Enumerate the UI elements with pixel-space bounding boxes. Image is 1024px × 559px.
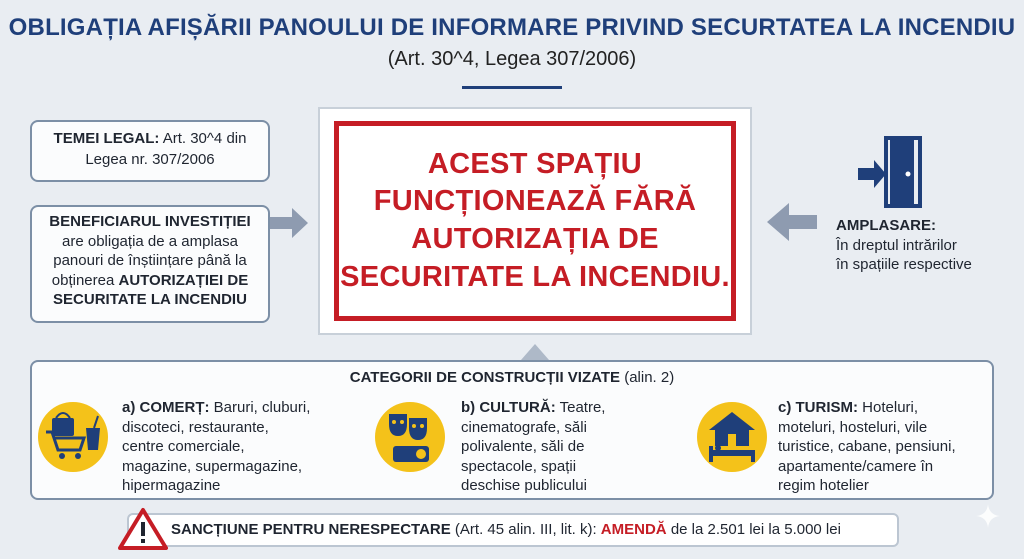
legal-basis-text-1: Art. 30^4 din xyxy=(162,130,247,147)
category-tourism-line-3: turistice, cabane, pensiuni, xyxy=(778,438,956,455)
placement-label: AMPLASARE: xyxy=(836,217,936,234)
legal-basis-box xyxy=(30,120,270,182)
penalty-ref: (Art. 45 alin. III, lit. k): xyxy=(454,521,597,538)
penalty-label: SANCȚIUNE PENTRU NERESPECTARE xyxy=(171,521,451,538)
beneficiary-line-1: are obligația de a amplasa xyxy=(62,232,238,250)
sign-red-frame xyxy=(334,121,736,321)
sign-line-4: SECURITATE LA INCENDIU. xyxy=(340,260,730,293)
category-commerce xyxy=(122,398,310,496)
category-culture-label: b) CULTURĂ: xyxy=(461,399,556,416)
placement-line-1: În dreptul intrărilor xyxy=(836,236,957,254)
sign-line-3: AUTORIZAȚIA DE xyxy=(411,223,659,255)
category-tourism-line-4: apartamente/camere în xyxy=(778,457,934,475)
hotel-icon xyxy=(697,402,767,472)
category-culture-line-4: spectacole, spații xyxy=(461,457,577,475)
beneficiary-emph-2: SECURITATE LA INCENDIU xyxy=(53,291,247,308)
categories-title-ref: (alin. 2) xyxy=(624,369,675,386)
category-commerce-line-1: Baruri, cluburi, xyxy=(213,399,311,416)
category-tourism-label: c) TURISM: xyxy=(778,399,858,416)
category-tourism-line-1: Hoteluri, xyxy=(862,399,919,416)
category-commerce-line-2: discoteci, restaurante, xyxy=(122,418,269,436)
legal-basis-text-2: Legea nr. 307/2006 xyxy=(85,151,215,168)
title-underline xyxy=(462,86,562,89)
penalty-fine-text: de la 2.501 lei la 5.000 lei xyxy=(670,521,841,538)
beneficiary-label: BENEFICIARUL INVESTIȚIEI xyxy=(49,213,251,230)
category-tourism-line-2: moteluri, hosteluri, vile xyxy=(778,418,928,436)
placement-line-2: în spațiile respective xyxy=(836,256,972,273)
category-commerce-line-4: magazine, supermagazine, xyxy=(122,457,303,475)
theater-projector-icon xyxy=(375,402,445,472)
category-commerce-label: a) COMERȚ: xyxy=(122,399,210,416)
connector-icon xyxy=(520,343,550,361)
beneficiary-line-3: obținerea xyxy=(51,271,115,289)
placement-info xyxy=(836,216,1006,275)
category-culture-line-3: polivalente, săli de xyxy=(461,438,585,455)
door-entry-icon xyxy=(856,134,926,210)
category-culture-line-5: deschise publicului xyxy=(461,477,587,494)
beneficiary-box xyxy=(30,205,270,323)
sign-line-2: FUNCȚIONEAZĂ FĂRĂ xyxy=(373,185,697,218)
categories-title: CATEGORII DE CONSTRUCȚII VIZATE xyxy=(349,369,621,386)
sign-line-1: ACEST SPAȚIU xyxy=(427,147,643,180)
beneficiary-emph-1: AUTORIZAȚIEI DE xyxy=(118,271,249,289)
category-commerce-line-3: centre comerciale, xyxy=(122,438,245,455)
penalty-fine-label: AMENDĂ xyxy=(600,521,667,538)
category-commerce-line-5: hipermagazine xyxy=(122,477,221,494)
arrow-right-icon xyxy=(270,206,310,240)
page-subtitle: (Art. 30^4, Legea 307/2006) xyxy=(387,48,637,70)
page-title: OBLIGAȚIA AFIȘĂRII PANOULUI DE INFORMARE PRIVIND SECURTATEA LA INCENDIU xyxy=(8,14,1016,41)
legal-basis-label: TEMEI LEGAL: xyxy=(53,130,160,147)
category-culture-line-1: Teatre, xyxy=(559,399,606,416)
category-culture-line-2: cinematografe, săli xyxy=(461,418,587,436)
fire-safety-sign xyxy=(318,107,752,335)
arrow-left-icon xyxy=(765,200,817,244)
warning-icon xyxy=(118,507,168,551)
beneficiary-line-2: panouri de înștiințare până la xyxy=(53,252,247,269)
category-culture xyxy=(461,398,605,496)
categories-title-row xyxy=(32,369,992,386)
category-tourism-line-5: regim hotelier xyxy=(778,477,869,494)
category-tourism xyxy=(778,398,956,496)
shopping-icon xyxy=(38,402,108,472)
sparkle-icon xyxy=(975,503,1001,529)
penalty-bar xyxy=(127,513,899,547)
